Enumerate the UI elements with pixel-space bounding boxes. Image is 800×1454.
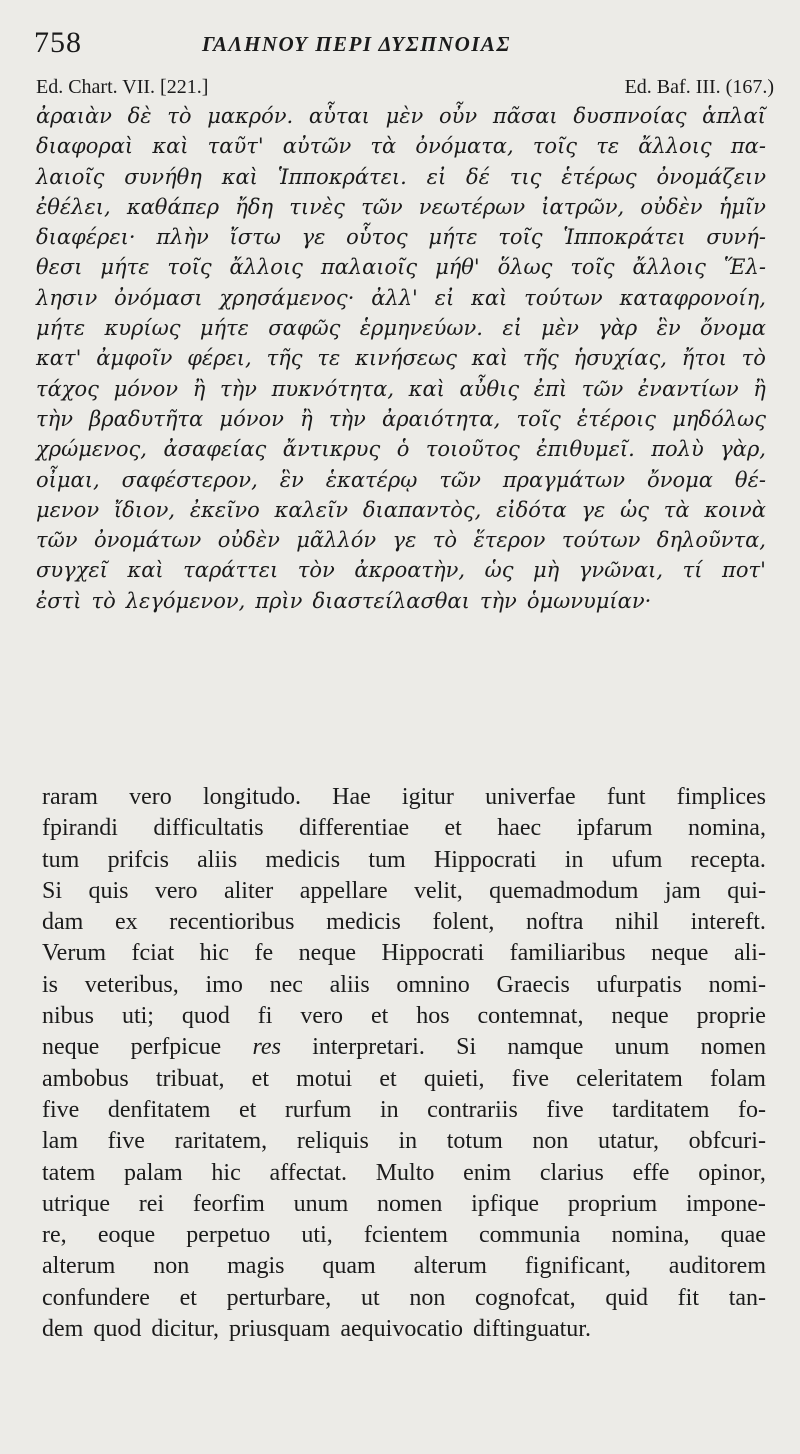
greek-text-line: συγχεῖ καὶ ταράττει τὸν ἀκροατὴν, ὡς μὴ γνῶναι, τί ποτ': [36, 558, 766, 583]
edition-chartier: Ed. Chart. VII. [221.]: [36, 76, 209, 98]
greek-text-line: τάχος μόνον ἢ τὴν πυκνότητα, καὶ αὖθις ἐπὶ τῶν ἐναντίων ἢ: [36, 376, 766, 401]
page-number: 758: [34, 26, 82, 59]
edition-basel: Ed. Baf. III. (167.): [624, 76, 774, 98]
latin-text-line: utrique rei feorfim unum nomen ipfique proprium impone-: [42, 1190, 766, 1217]
greek-text-line: μήτε κυρίως μήτε σαφῶς ἑρμηνεύων. εἰ μὲν γὰρ ἓν ὄνομα: [36, 316, 766, 341]
latin-text-line: fpirandi difficultatis differentiae et haec ipfarum nomina,: [42, 815, 766, 842]
greek-text-line: ἐστὶ τὸ λεγόμενον, πρὶν διαστείλασθαι τὴν ὁμωνυμίαν·: [36, 588, 652, 613]
latin-text-line: ambobus tribuat, et motui et quieti, five celeritatem folam: [42, 1065, 766, 1092]
latin-text-line: dem quod dicitur, priusquam aequivocatio diftinguatur.: [42, 1316, 591, 1343]
greek-text-line: διαφέρει· πλὴν ἴστω γε οὗτος μήτε τοῖς Ἱπποκράτει συνή-: [36, 225, 766, 250]
latin-text-line: tum prifcis aliis medicis tum Hippocrati in ufum recepta.: [42, 846, 766, 873]
greek-text-line: τῶν ὀνομάτων οὐδὲν μᾶλλόν γε τὸ ἕτερον τούτων δηλοῦντα,: [36, 528, 766, 553]
greek-text-line: τὴν βραδυτῆτα μόνον ἢ τὴν ἀραιότητα, τοῖς ἑτέροις μηδόλως: [36, 406, 766, 431]
greek-text-line: ἀραιὰν δὲ τὸ μακρόν. αὗται μὲν οὖν πᾶσαι δυσπνοίας ἁπλαῖ: [36, 104, 766, 128]
greek-text-line: χρώμενος, ἀσαφείας ἄντικρυς ὁ τοιοῦτος ἐπιθυμεῖ. πολὺ γὰρ,: [36, 437, 766, 462]
greek-text-block: [36, 101, 766, 616]
latin-text-line: lam five raritatem, reliquis in totum non utatur, obfcuri-: [42, 1128, 766, 1155]
greek-text-line: κατ' ἀμφοῖν φέρει, τῆς τε κινήσεως καὶ τῆς ἡσυχίας, ἤτοι τὸ: [36, 346, 766, 371]
latin-text-line: alterum non magis quam alterum fignificant, auditorem: [42, 1253, 766, 1280]
greek-text-line: μενον ἴδιον, ἐκεῖνο καλεῖν διαπαντὸς, εἰδότα γε ὡς τὰ κοινὰ: [36, 497, 766, 522]
greek-text-line: ἐθέλει, καθάπερ ἤδη τινὲς τῶν νεωτέρων ἰατρῶν, οὐδὲν ἡμῖν: [36, 194, 766, 219]
latin-text-line: five denfitatem et rurfum in contrariis five tarditatem fo-: [42, 1096, 766, 1123]
latin-text-line: dam ex recentioribus medicis folent, noftra nihil intereft.: [42, 909, 766, 936]
latin-text-line: Verum fciat hic fe neque Hippocrati familiaribus neque ali-: [42, 940, 766, 967]
latin-text-block: [42, 782, 766, 1345]
latin-text-line: is veteribus, imo nec aliis omnino Graecis ufurpatis nomi-: [42, 971, 766, 998]
latin-text-line: raram vero longitudo. Hae igitur univerfae funt fimplices: [42, 784, 766, 810]
page-header: [30, 26, 770, 66]
edition-line: [36, 76, 774, 104]
greek-text-line: διαφοραὶ καὶ ταῦτ' αὐτῶν τὰ ὀνόματα, τοῖς τε ἄλλοις πα-: [36, 134, 766, 159]
latin-text-line: Si quis vero aliter appellare velit, quemadmodum jam qui-: [42, 877, 766, 904]
running-title: ΓΑΛΗΝΟΥ ΠΕΡΙ ΔΥΣΠΝΟΙΑΣ: [202, 32, 511, 56]
latin-text-line: tatem palam hic affectat. Multo enim clarius effe opinor,: [42, 1159, 766, 1186]
latin-text-line: neque perfpicue res interpretari. Si namque unum nomen: [42, 1034, 766, 1061]
latin-text-line: nibus uti; quod fi vero et hos contemnat, neque proprie: [42, 1003, 766, 1030]
latin-text-line: re, eoque perpetuo uti, fcientem communia nomina, quae: [42, 1222, 766, 1249]
greek-text-line: θεσι μήτε τοῖς ἄλλοις παλαιοῖς μήθ' ὅλως τοῖς ἄλλοις Ἕλ-: [36, 255, 766, 280]
greek-text-line: λησιν ὀνόμασι χρησάμενος· ἀλλ' εἰ καὶ τούτων καταφρονοίη,: [36, 285, 766, 310]
greek-text-line: λαιοῖς συνήθη καὶ Ἱπποκράτει. εἰ δέ τις ἑτέρως ὀνομάζειν: [36, 164, 766, 189]
greek-text-line: οἶμαι, σαφέστερον, ἓν ἑκατέρῳ τῶν πραγμάτων ὄνομα θέ-: [36, 467, 766, 492]
latin-text-line: confundere et perturbare, ut non cognofcat, quid fit tan-: [42, 1284, 766, 1311]
